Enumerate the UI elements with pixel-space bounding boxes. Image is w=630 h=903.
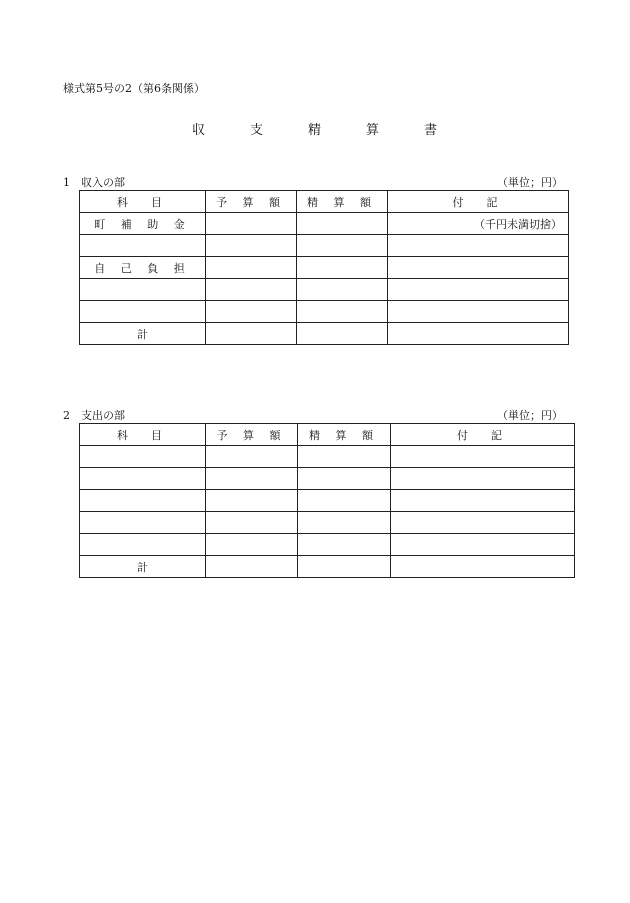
budget-cell[interactable]	[206, 534, 298, 556]
settlement-cell[interactable]	[297, 213, 388, 235]
budget-cell[interactable]	[206, 512, 298, 534]
row-item-label[interactable]	[80, 534, 206, 556]
settlement-cell[interactable]	[298, 512, 391, 534]
column-header-settlement: 精 算 額	[297, 191, 388, 213]
budget-cell[interactable]	[206, 213, 297, 235]
table-row	[80, 512, 575, 534]
expense-table	[79, 423, 575, 578]
row-item-label	[80, 279, 206, 301]
expense-section-heading: 2 支出の部	[63, 409, 125, 422]
note-cell[interactable]	[391, 512, 575, 534]
note-cell[interactable]	[391, 534, 575, 556]
column-header-budget: 予 算 額	[206, 191, 297, 213]
column-header-budget: 予 算 額	[206, 424, 298, 446]
budget-cell[interactable]	[206, 279, 297, 301]
table-row	[80, 279, 569, 301]
settlement-cell[interactable]	[298, 490, 391, 512]
title-char: 支	[249, 123, 264, 138]
budget-cell[interactable]	[206, 490, 298, 512]
budget-cell[interactable]	[206, 468, 298, 490]
settlement-cell[interactable]	[297, 279, 388, 301]
budget-cell[interactable]	[206, 301, 297, 323]
income-unit-label: （単位；円）	[497, 176, 563, 189]
column-header-note: 付 記	[391, 424, 575, 446]
budget-cell[interactable]	[206, 446, 298, 468]
note-cell[interactable]	[391, 490, 575, 512]
table-row	[80, 235, 569, 257]
settlement-cell[interactable]	[297, 301, 388, 323]
note-cell	[388, 257, 569, 279]
budget-total-cell[interactable]	[206, 323, 297, 345]
settlement-total-cell[interactable]	[298, 556, 391, 578]
income-header-row	[80, 191, 569, 213]
note-cell[interactable]	[391, 556, 575, 578]
title-char: 書	[424, 123, 439, 138]
row-item-label: 自 己 負 担	[80, 257, 206, 279]
note-cell	[388, 235, 569, 257]
note-cell[interactable]	[391, 446, 575, 468]
row-item-label[interactable]	[80, 468, 206, 490]
note-cell	[388, 301, 569, 323]
settlement-total-cell[interactable]	[297, 323, 388, 345]
table-row	[80, 534, 575, 556]
row-item-label: 町 補 助 金	[80, 213, 206, 235]
income-section-heading: 1 収入の部	[63, 176, 125, 189]
table-row	[80, 446, 575, 468]
expense-unit-label: （単位；円）	[497, 409, 563, 422]
note-cell	[388, 279, 569, 301]
settlement-cell[interactable]	[297, 257, 388, 279]
document-title	[0, 119, 630, 138]
table-row	[80, 213, 569, 235]
table-row	[80, 301, 569, 323]
title-char: 算	[366, 123, 381, 138]
note-cell: （千円未満切捨）	[388, 213, 569, 235]
total-row	[80, 556, 575, 578]
column-header-item: 科 目	[80, 191, 206, 213]
form-number-label: 様式第5号の2（第6条関係）	[63, 82, 205, 95]
row-item-label[interactable]	[80, 490, 206, 512]
table-row	[80, 257, 569, 279]
settlement-cell[interactable]	[298, 468, 391, 490]
income-table	[79, 190, 569, 345]
row-item-label	[80, 235, 206, 257]
table-row	[80, 490, 575, 512]
title-char: 収	[191, 123, 206, 138]
row-item-label	[80, 301, 206, 323]
title-char: 精	[307, 123, 322, 138]
column-header-item: 科 目	[80, 424, 206, 446]
total-label: 計	[80, 556, 206, 578]
note-cell[interactable]	[391, 468, 575, 490]
row-item-label[interactable]	[80, 446, 206, 468]
budget-cell[interactable]	[206, 235, 297, 257]
total-row	[80, 323, 569, 345]
expense-header-row	[80, 424, 575, 446]
column-header-note: 付 記	[388, 191, 569, 213]
settlement-cell[interactable]	[298, 534, 391, 556]
table-row	[80, 468, 575, 490]
row-item-label[interactable]	[80, 512, 206, 534]
budget-total-cell[interactable]	[206, 556, 298, 578]
budget-cell[interactable]	[206, 257, 297, 279]
total-label: 計	[80, 323, 206, 345]
column-header-settlement: 精 算 額	[298, 424, 391, 446]
settlement-cell[interactable]	[297, 235, 388, 257]
note-cell	[388, 323, 569, 345]
settlement-cell[interactable]	[298, 446, 391, 468]
